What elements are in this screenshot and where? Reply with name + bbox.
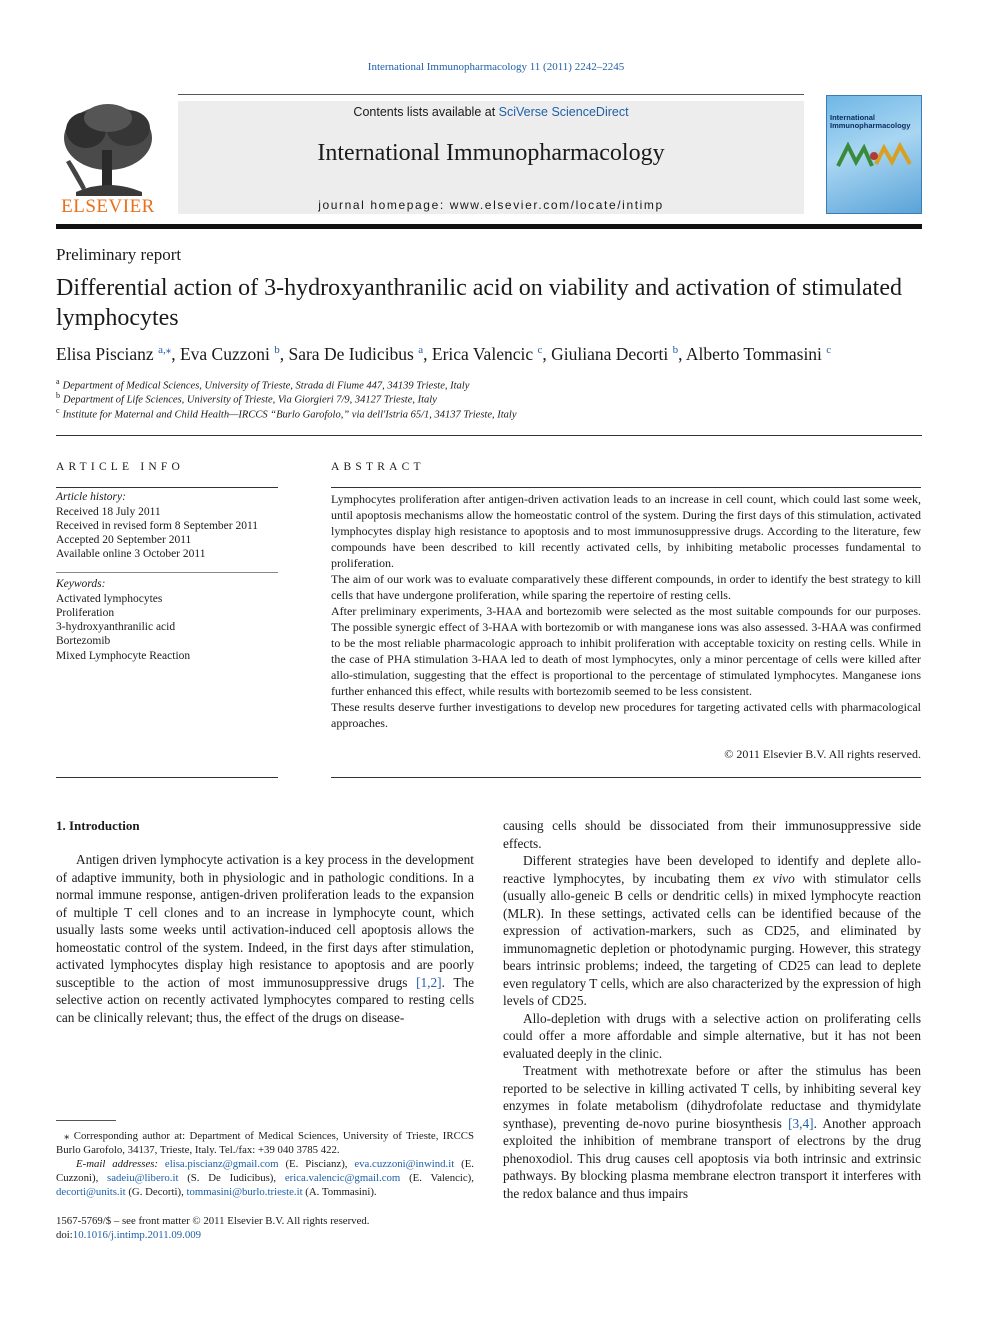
author-affil-sup[interactable]: a,⁎	[158, 344, 172, 356]
abstract-rule	[331, 487, 921, 488]
history-item: Received in revised form 8 September 2011	[56, 520, 259, 532]
email-link[interactable]: tommasini@burlo.trieste.it	[186, 1186, 303, 1198]
affiliation-sup: a	[56, 377, 60, 386]
keywords-label: Keywords:	[56, 578, 106, 590]
footnote-block	[56, 1129, 474, 1199]
body-text: Treatment with methotrexate before or after the stimulus has been reported to be selective in killing activated T cells, by inhibiting several key enzymes in folate metabolism (dihydrofolate reductase and thymidylate synthase), preventing de-novo purine biosynthesis	[503, 1063, 921, 1131]
front-matter-issn: 1567-5769/$ – see front matter © 2011 Elsevier B.V. All rights reserved.	[56, 1215, 370, 1227]
abstract-bottom-rule	[331, 777, 921, 778]
keyword: Proliferation	[56, 607, 115, 619]
email-link[interactable]: erica.valencic@gmail.com	[284, 1172, 401, 1184]
email-owner: (E. Piscianz),	[278, 1158, 355, 1170]
article-title: Differential action of 3-hydroxyanthranilic acid on viability and activation of stimulated lymphocytes	[56, 275, 902, 331]
doi-prefix: doi:	[56, 1229, 73, 1241]
affiliation-sup: b	[56, 391, 60, 400]
history-item: Available online 3 October 2011	[56, 548, 206, 560]
affiliation	[56, 391, 922, 406]
contents-line	[178, 105, 804, 119]
email-owner: (A. Tommasini).	[302, 1186, 377, 1198]
contents-prefix: Contents lists available at	[353, 105, 499, 119]
section-heading: 1. Introduction	[56, 818, 140, 833]
history-item: Received 18 July 2011	[56, 506, 161, 518]
article-info-bottom-rule	[56, 777, 278, 778]
affiliation	[56, 406, 922, 421]
journal-homepage[interactable]: journal homepage: www.elsevier.com/locate/intimp	[318, 198, 664, 212]
front-matter	[56, 1214, 474, 1242]
affiliation-sup: c	[56, 406, 60, 415]
abstract-paragraph: The aim of our work was to evaluate comparatively these different compounds, in order to identify the best strategy to kill cells that have undergone proliferation, while sparing the repertoire of resting cells.	[331, 572, 921, 602]
cover-title: International Immunopharmacology	[830, 113, 911, 130]
body-text: . The selective action on recently activated lymphocytes compared to resting cells can be clinically relevant; thus, the effect of the drugs on disease-	[56, 974, 474, 1025]
email-owner: (E. Cuzzoni),	[56, 1158, 475, 1184]
email-owner: (E. Valencic),	[400, 1172, 474, 1184]
header-rule	[178, 94, 804, 95]
article-info-heading: ARTICLE INFO	[56, 461, 184, 473]
affiliation	[56, 377, 922, 392]
author-affil-sup[interactable]: c	[826, 344, 832, 356]
article-info-rule	[56, 487, 278, 488]
author-affil-sup[interactable]: c	[537, 344, 543, 356]
article-type: Preliminary report	[56, 245, 182, 264]
affiliation-text: Department of Life Sciences, University of Trieste, Via Giorgieri 7/9, 34127 Trieste, Italy	[63, 394, 437, 406]
email-addresses	[56, 1157, 474, 1199]
affiliation-text: Institute for Maternal and Child Health—IRCCS “Burlo Garofolo,” via dell'Istria 65/1, 34137 Trieste, Italy	[62, 409, 517, 421]
history-label: Article history:	[56, 491, 126, 503]
body-paragraph	[56, 851, 474, 1026]
header-thick-rule	[56, 224, 922, 229]
cover-artwork	[834, 136, 914, 176]
body-paragraph	[503, 852, 921, 1010]
email-owner: (S. De Iudicibus),	[178, 1172, 285, 1184]
body-text-italic: ex vivo	[752, 870, 795, 886]
email-label: E-mail addresses:	[76, 1158, 159, 1170]
journal-title: International Immunopharmacology	[317, 140, 665, 166]
email-link[interactable]: decorti@units.it	[56, 1186, 126, 1198]
abstract-body	[331, 491, 921, 731]
body-text: . Another approach exploited the inhibition of membrane transport of electrons by the drug phenoxodiol. This drug causes cell apoptosis via both intrinsic and extrinsic pathways. By blocking plasma membrane electron transport it interferes with the redox balance and thus impairs	[503, 1115, 921, 1201]
author-name: Sara De Iudicibus	[288, 343, 414, 364]
author-list: Elisa Piscianz $^{a,⁎}$, Eva Cuzzoni $^b$, Sara De Iudicibus $^a$, Erica Valencic $^c$, Giuliana Decorti $^b$, Alberto Tommasini $^c$	[56, 343, 832, 364]
reference-link[interactable]: [3,4]	[788, 1115, 814, 1131]
body-text: Antigen driven lymphocyte activation is a key process in the development of adaptive immunity, both in physiologic and in pathologic conditions. In a normal immune response, antigen-driven proliferation leads to the expansion of multiple T cell clones and to an increase in lymphocyte count, which usually lasts some weeks until activation-induced cell apoptosis allows the homeostatic control of the system. Indeed, in the first days after stimulation, activated lymphocytes display high resistance to apoptosis and are poorly susceptible to the action of most immunosuppressive drugs	[56, 852, 474, 990]
body-paragraph: causing cells should be dissociated from their immunosuppressive side effects.	[503, 818, 921, 851]
keyword: Mixed Lymphocyte Reaction	[56, 650, 191, 662]
corresponding-author-note: ⁎ Corresponding author at: Department of Medical Sciences, University of Trieste, IRCCS Burlo Garofolo, 34137, Trieste, Italy. Tel./fax: +39 040 3785 422.	[56, 1130, 474, 1156]
body-text: with stimulator cells (usually allo-geneic B cells or dendritic cells) in mixed lymphocyte reaction (MLR). In these settings, activated cells can be identified because of the expression of activation-markers, such as CD25, and eliminated by immunomagnetic depletion or photodynamic purging. However, this strategy bears intrinsic problems; indeed, the targeting of CD25 can lead to deplete even regulatory T cells, which are also characterized by the expression of high levels of CD25.	[503, 870, 922, 1008]
keyword: 3-hydroxyanthranilic acid	[56, 621, 176, 633]
publisher-name: ELSEVIER	[61, 196, 155, 217]
author-affil-sup[interactable]: b	[672, 344, 679, 356]
email-link[interactable]: sadeiu@libero.it	[107, 1172, 179, 1184]
body-paragraph	[503, 1062, 921, 1202]
author-name: Erica Valencic	[431, 343, 534, 364]
author-affil-sup[interactable]: b	[274, 344, 280, 356]
title-divider	[56, 435, 922, 436]
abstract-paragraph: These results deserve further investigations to develop new procedures for targeting activated cells with pharmacological approaches.	[331, 700, 921, 730]
abstract-paragraph: Lymphocytes proliferation after antigen-driven activation leads to an increase in cell count, which could last some week, until apoptosis mechanisms allow the homeostatic control of the system. During the first days of this stimulation, activated lymphocytes display high resistance to apoptosis and to most immunosuppressive drugs. According to the literature, few compounds have been described to kill recently activated cells, by inhibiting metabolic processes fundamental to proliferation.	[331, 492, 921, 570]
affiliation-text: Department of Medical Sciences, University of Trieste, Strada di Fiume 447, 34139 Trieste, Italy	[62, 380, 470, 392]
keyword: Activated lymphocytes	[56, 593, 163, 605]
sciencedirect-link[interactable]: SciVerse ScienceDirect	[498, 105, 629, 119]
journal-citation[interactable]: International Immunopharmacology 11 (2011) 2242–2245	[367, 61, 625, 73]
doi-link[interactable]: 10.1016/j.intimp.2011.09.009	[72, 1229, 202, 1241]
footnote-rule	[56, 1120, 116, 1121]
doi-line	[56, 1228, 474, 1242]
email-link[interactable]: elisa.piscianz@gmail.com	[164, 1158, 279, 1170]
author-name: Giuliana Decorti	[551, 343, 669, 364]
email-link[interactable]: eva.cuzzoni@inwind.it	[354, 1158, 455, 1170]
body-paragraph: Allo-depletion with drugs with a selective action on proliferating cells could offer a more affordable and simple alternative, but it has not been evaluated deeply in the clinic.	[503, 1010, 921, 1061]
abstract-copyright: © 2011 Elsevier B.V. All rights reserved.	[724, 747, 921, 761]
body-text: Different strategies have been developed to identify and deplete allo-reactive lymphocytes, by incubating them	[503, 853, 921, 886]
keyword: Bortezomib	[56, 635, 111, 647]
author-name: Eva Cuzzoni	[179, 343, 270, 364]
keywords-rule	[56, 572, 278, 573]
author-name: Elisa Piscianz	[56, 343, 154, 364]
left-column	[56, 851, 474, 1026]
abstract-heading: ABSTRACT	[331, 461, 425, 473]
author-affil-sup[interactable]: a	[418, 344, 424, 356]
author-name: Alberto Tommasini	[685, 343, 822, 364]
right-column	[503, 817, 921, 1202]
abstract-paragraph: After preliminary experiments, 3-HAA and bortezomib were selected as the most suitable compounds for our purposes. The possible synergic effect of 3-HAA with bortezomib or with manganese ions was also assessed. 3-HAA was confirmed to be the most reliable pharmacologic approach to inhibit proliferation with acceptable toxicity on resting cells. While in the case of PHA stimulation 3-HAA led to death of most lymphocytes, only a minor percentage of cells were killed after allo-stimulation, suggesting that the effect is proportional to the percentage of stimulated lymphocytes. Manganese ions further enhanced this effect, while results with bortezomib seemed to be less consistent.	[331, 604, 921, 698]
email-owner: (G. Decorti),	[125, 1186, 187, 1198]
reference-link[interactable]: [1,2]	[416, 974, 442, 990]
history-item: Accepted 20 September 2011	[56, 534, 192, 546]
